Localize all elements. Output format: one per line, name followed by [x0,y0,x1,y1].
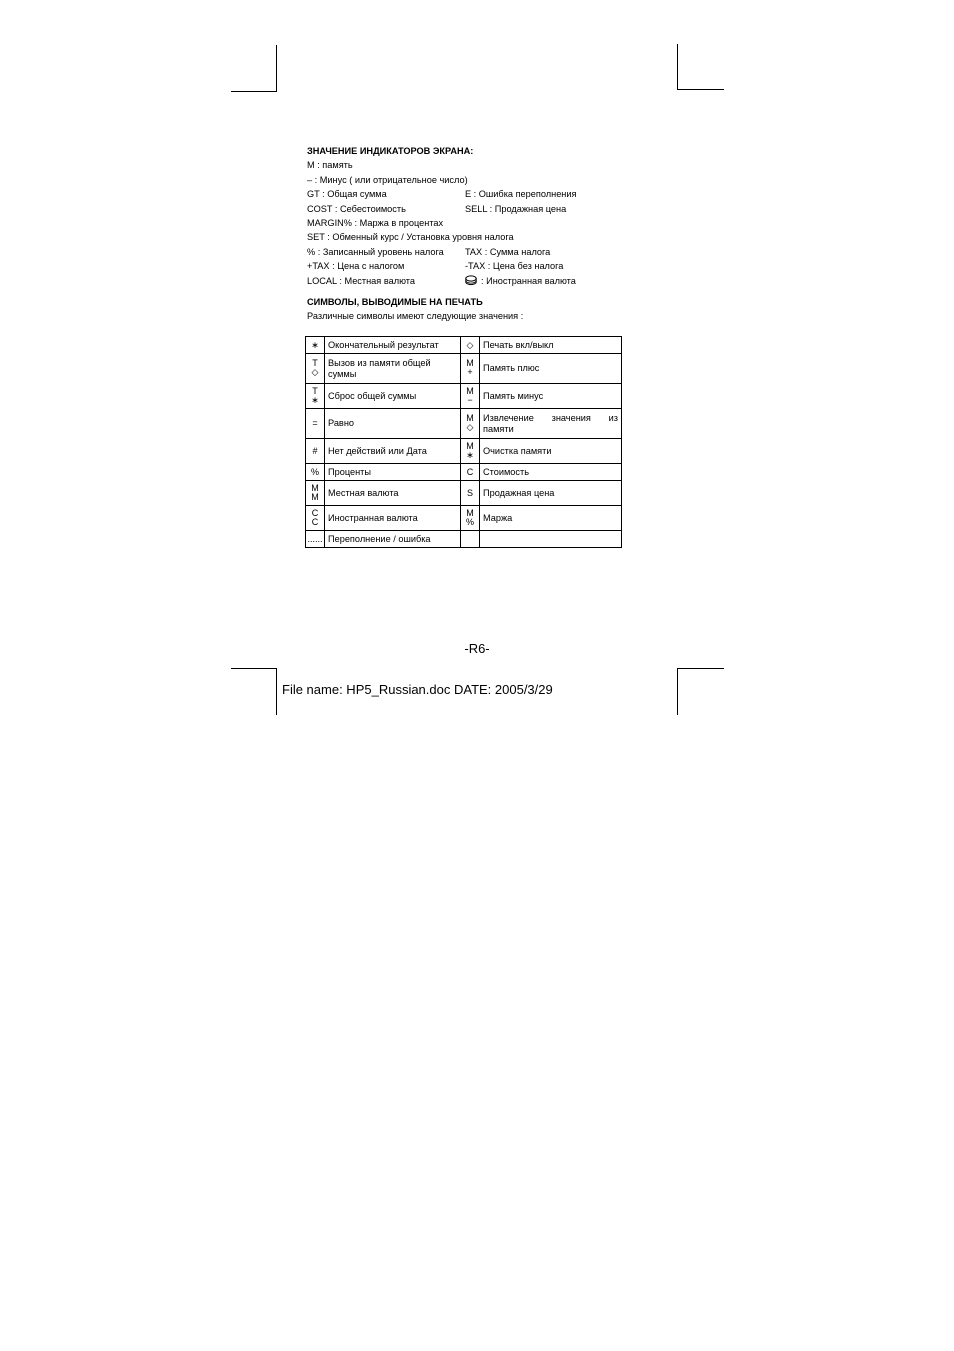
symbol-cell [461,384,480,409]
symbol-glyph: − [467,394,473,405]
symbol-cell [306,481,325,506]
symbols-subtitle: Различные символы имеют следующие значения : [307,311,524,322]
meaning-cell [480,354,622,384]
print-symbol [307,535,322,544]
indicator-right-with-icon [465,274,576,288]
symbol-glyph: T [312,358,318,368]
indicator-left: % : Записанный уровень налога [307,246,444,257]
meaning-cell [325,464,461,481]
symbol-meaning: Память минус [483,390,544,401]
symbol-cell [461,531,480,548]
print-symbol [312,359,319,377]
symbol-glyph: M [466,507,474,518]
symbol-cell [461,337,480,354]
meaning-cell [325,531,461,548]
symbol-glyph: T [312,385,318,396]
page-number: -R6- [464,641,490,656]
symbol-glyph: = [312,418,318,428]
crop-mark [231,91,277,92]
indicator-line [307,230,627,244]
symbol-meaning: Маржа [483,512,513,523]
crop-mark [677,668,678,715]
meaning-cell [325,439,461,464]
symbol-glyph: ◇ [466,339,474,350]
print-symbol [467,341,474,350]
meaning-cell [480,531,622,548]
print-symbol [466,509,474,527]
indicator-left: SET : Обменный курс / Установка уровня налога [307,232,514,243]
symbol-meaning: Вызов из памяти общей суммы [328,357,431,379]
indicator-left: LOCAL : Местная валюта [307,275,415,286]
indicator-line [307,245,627,259]
meaning-cell [325,409,461,439]
symbol-glyph: M [311,491,319,502]
symbol-glyph: ∗ [311,339,319,350]
print-symbol [467,468,474,477]
indicators-title: ЗНАЧЕНИЕ ИНДИКАТОРОВ ЭКРАНА: [307,146,474,156]
print-symbol [311,468,319,477]
meaning-cell [325,337,461,354]
meaning-cell [325,506,461,531]
symbol-glyph: ...... [307,533,323,544]
indicator-left: – : Минус ( или отрицательное число) [307,174,468,185]
symbol-cell [306,354,325,384]
symbol-glyph: + [467,367,473,377]
indicator-left: GT : Общая сумма [307,189,387,200]
symbol-cell [461,506,480,531]
table-row [306,354,622,384]
indicator-line [307,158,627,172]
symbols-table [305,336,622,548]
indicator-line [307,187,627,201]
indicator-right: SELL : Продажная цена [465,203,567,214]
symbol-cell [306,384,325,409]
symbol-glyph: # [312,445,318,456]
print-symbol [467,489,473,498]
crop-mark [276,668,277,715]
symbol-meaning: Нет действий или Дата [328,445,427,456]
print-symbol [466,359,474,377]
print-symbol [311,484,319,502]
symbol-glyph: M [466,358,474,368]
symbol-glyph: ∗ [466,449,474,460]
indicator-right: TAX : Сумма налога [465,246,551,257]
crop-mark [231,668,277,669]
print-symbol [311,387,319,405]
symbol-meaning: Проценты [328,466,371,477]
symbol-cell [306,506,325,531]
symbol-meaning: Извлечение значения из памяти [483,412,618,434]
symbol-glyph: C [466,466,474,477]
meaning-cell [480,464,622,481]
print-symbol [466,387,474,405]
meaning-cell [480,439,622,464]
meaning-cell [480,506,622,531]
meaning-cell [480,409,622,439]
symbol-cell [461,439,480,464]
table-row [306,409,622,439]
symbol-glyph: M [466,440,474,451]
crop-mark [276,45,277,91]
symbol-cell [461,481,480,506]
print-symbol [312,447,317,456]
symbol-meaning: Сброс общей суммы [328,390,417,401]
symbol-glyph: M [311,482,319,493]
indicator-left: +TAX : Цена с налогом [307,261,405,272]
symbol-glyph: M [466,385,474,396]
symbol-meaning: Окончательный результат [328,339,439,350]
meaning-cell [325,481,461,506]
indicator-line [307,202,627,216]
table-row [306,531,622,548]
indicator-line [307,259,627,273]
table-row [306,506,622,531]
table-row [306,464,622,481]
symbol-cell [306,464,325,481]
indicator-right: : Иностранная валюта [481,275,576,286]
symbol-meaning: Память плюс [483,363,540,373]
symbol-cell [306,337,325,354]
symbol-glyph: % [310,466,319,477]
meaning-cell [325,354,461,384]
table-row [306,337,622,354]
symbol-meaning: Иностранная валюта [328,512,418,523]
table-row [306,384,622,409]
table-row [306,439,622,464]
symbol-glyph: ∗ [311,394,319,405]
print-symbol [312,509,319,527]
print-symbol [466,414,474,432]
symbols-title: СИМВОЛЫ, ВЫВОДИМЫЕ НА ПЕЧАТЬ [307,296,483,307]
symbol-glyph: C [311,516,319,527]
symbol-meaning: Равно [328,418,354,428]
crop-mark [677,44,678,90]
meaning-cell [480,384,622,409]
symbol-meaning: Очистка памяти [483,445,552,456]
file-info: File name: HP5_Russian.doc DATE: 2005/3/29 [282,682,553,697]
table-row [306,481,622,506]
indicator-line [307,173,627,187]
symbol-meaning: Переполнение / ошибка [328,533,431,544]
symbol-glyph: % [465,516,474,527]
symbol-meaning: Печать вкл/выкл [483,339,554,350]
symbol-cell [306,439,325,464]
meaning-cell [480,337,622,354]
meaning-cell [325,384,461,409]
symbol-glyph: S [466,487,473,498]
print-symbol [311,341,319,350]
meaning-cell [480,481,622,506]
crop-mark [677,668,724,669]
indicator-line [307,274,627,288]
indicators-section [307,144,627,324]
symbol-cell [461,354,480,384]
print-symbol [312,419,317,428]
symbol-cell [306,409,325,439]
symbol-glyph: ◇ [311,367,319,377]
indicator-left: MARGIN% : Маржа в процентах [307,217,444,228]
indicator-line [307,216,627,230]
symbol-cell [461,464,480,481]
print-symbol [466,442,474,460]
symbol-meaning: Продажная цена [483,487,555,498]
indicator-right: E : Ошибка переполнения [465,189,577,200]
symbol-cell [461,409,480,439]
indicator-left: M : память [307,160,353,171]
symbol-glyph: C [311,507,319,518]
symbol-meaning: Стоимость [483,466,529,477]
indicator-left: COST : Себестоимость [307,203,406,214]
indicator-right: -TAX : Цена без налога [465,261,564,272]
crop-mark [677,89,724,90]
symbol-meaning: Местная валюта [328,487,399,498]
symbol-glyph: M [466,413,474,423]
symbol-cell [306,531,325,548]
symbol-glyph: ◇ [466,422,474,432]
foreign-currency-icon [465,275,477,286]
